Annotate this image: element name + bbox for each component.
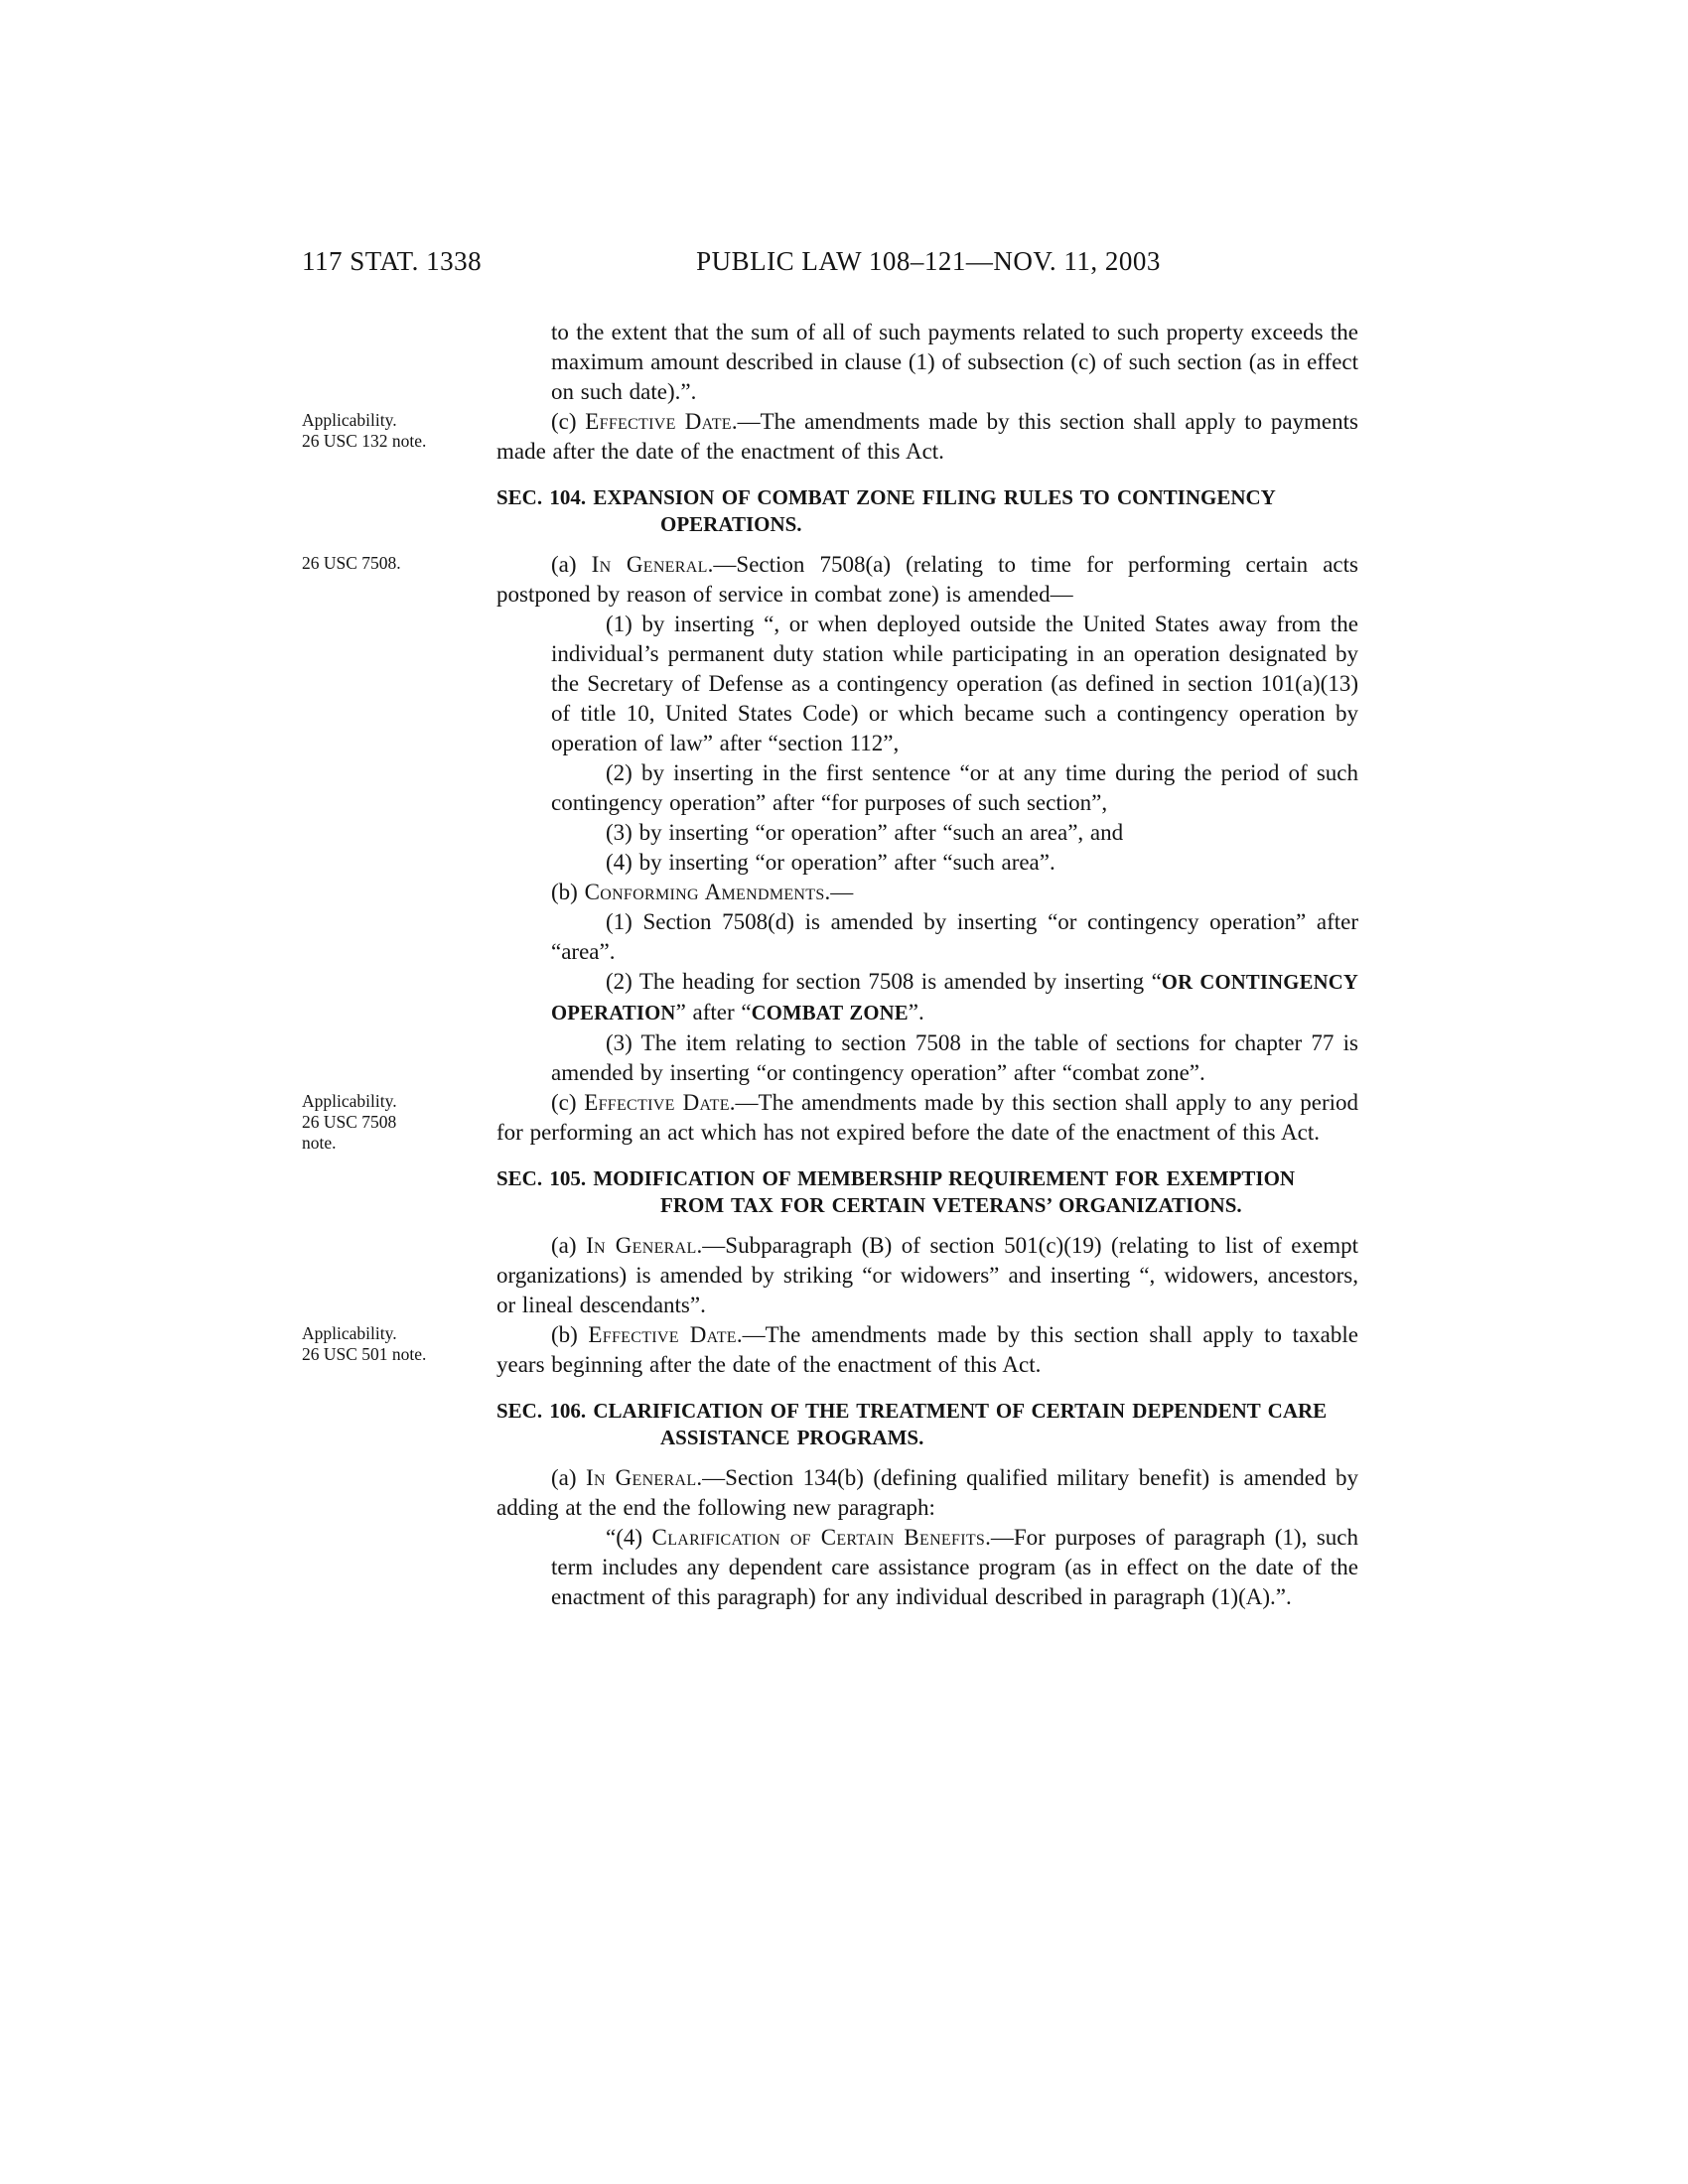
margin-note-line: 26 USC 132 note. <box>302 431 427 451</box>
text-run: .—The amendments made by this section shall apply to payments made after the date of the enactment of this Act. <box>496 409 1358 464</box>
text-run: (a) <box>551 1233 587 1258</box>
text-run: Effective Date <box>585 409 732 434</box>
paragraph <box>551 967 1358 1028</box>
text-run: to the extent that the sum of all of such payments related to such property exceeds the maximum amount described in clause (1) of subsection (c) of such section (as in effect on such date).”. <box>551 320 1358 404</box>
paragraph <box>551 1028 1358 1088</box>
stat-page-number: 117 STAT. 1338 <box>302 246 483 276</box>
text-run: (b) <box>551 1322 589 1347</box>
text-run: .—The amendments made by this section shall apply to taxable years beginning after the date of the enactment of this Act. <box>496 1322 1358 1377</box>
text-run: (1) by inserting “, or when deployed outside the United States away from the individual’s permanent duty station while participating in an operation designated by the Secretary of Defense as a contingency operation (as defined in section 101(a)(13) of title 10, United States Code) or which became such a contingency operation by operation of law” after “section 112”, <box>551 612 1358 755</box>
text-run: Clarification of Certain Benefits <box>651 1525 986 1550</box>
margin-note-line: note. <box>302 1133 337 1153</box>
paragraph <box>496 1463 1358 1523</box>
margin-note-line: Applicability. <box>302 410 397 430</box>
text-run: Effective Date <box>588 1322 737 1347</box>
paragraph <box>551 907 1358 967</box>
text-run: (c) <box>551 409 586 434</box>
margin-note-line: 26 USC 7508 <box>302 1112 397 1132</box>
margin-note-line: 26 USC 501 note. <box>302 1344 427 1364</box>
paragraph <box>302 1320 1358 1380</box>
text-run: (2) by inserting in the first sentence “or at any time during the period of such contingency operation” after “for purposes of such section”, <box>551 760 1358 815</box>
text-run: .—The amendments made by this section shall apply to any period for performing an act which has not expired before the date of the enactment of this Act. <box>496 1090 1359 1145</box>
text-run: (3) by inserting “or operation” after “such an area”, and <box>606 820 1124 845</box>
text-run: SEC. 105. MODIFICATION OF MEMBERSHIP REQUIREMENT FOR EXEMPTION FROM TAX FOR CERTAIN VETERANS’ ORGANIZATIONS. <box>496 1166 1296 1217</box>
paragraph <box>551 818 1358 848</box>
text-run: .—Section 134(b) (defining qualified military benefit) is amended by adding at the end the following new paragraph: <box>496 1465 1358 1520</box>
margin-note-line: Applicability. <box>302 1091 397 1111</box>
text-run: Conforming Amendments <box>584 880 825 904</box>
margin-note-line: 26 USC 7508. <box>302 553 401 573</box>
text-run: .—Subparagraph (B) of section 501(c)(19) (relating to list of exempt organizations) is amended by striking “or widowers” and inserting “, widowers, ancestors, or lineal descendants”. <box>496 1233 1358 1317</box>
text-run: (1) Section 7508(d) is amended by inserting “or contingency operation” after “area”. <box>551 909 1358 964</box>
paragraph <box>302 1088 1359 1153</box>
text-run: .— <box>824 880 854 904</box>
margin-note <box>302 410 466 452</box>
text-run: (b) <box>551 880 585 904</box>
paragraph <box>302 550 1358 610</box>
section-heading <box>496 1398 1358 1451</box>
body-content <box>302 318 1359 1612</box>
margin-note-line: Applicability. <box>302 1323 397 1343</box>
text-run: .—Section 7508(a) (relating to time for performing certain acts postponed by reason of service in combat zone) is amended— <box>496 552 1358 607</box>
text-run: COMBAT ZONE <box>751 1003 909 1024</box>
margin-note <box>302 1091 466 1154</box>
text-run: In General <box>591 552 708 577</box>
text-run: (c) <box>551 1090 585 1115</box>
section-heading <box>496 484 1358 538</box>
text-run: ”. <box>908 1000 924 1024</box>
paragraph <box>551 758 1358 818</box>
text-run: “(4) <box>606 1525 652 1550</box>
text-run: (2) The heading for section 7508 is amended by inserting “ <box>606 969 1162 994</box>
margin-note <box>302 553 466 574</box>
text-run: OR CONTINGENCY OPERATION <box>551 972 1358 1024</box>
text-run: (a) <box>551 1465 586 1490</box>
paragraph <box>496 878 1358 907</box>
paragraph <box>302 407 1358 467</box>
text-run: (4) by inserting “or operation” after “such area”. <box>606 850 1055 875</box>
paragraph <box>551 1523 1358 1612</box>
text-run: .—For purposes of paragraph (1), such term includes any dependent care assistance program (as in effect on the date of the enactment of this paragraph) for any individual described in paragraph (1)(A).”. <box>551 1525 1358 1609</box>
law-title: PUBLIC LAW 108–121—NOV. 11, 2003 <box>696 246 1161 276</box>
text-run: SEC. 104. EXPANSION OF COMBAT ZONE FILING RULES TO CONTINGENCY OPERATIONS. <box>496 485 1276 536</box>
section-heading <box>496 1165 1358 1219</box>
text-run: (3) The item relating to section 7508 in the table of sections for chapter 77 is amended by inserting “or contingency operation” after “combat zone”. <box>551 1030 1358 1085</box>
paragraph <box>496 1231 1358 1320</box>
text-run: ” after “ <box>675 1000 752 1024</box>
text-run: SEC. 106. CLARIFICATION OF THE TREATMENT OF CERTAIN DEPENDENT CARE ASSISTANCE PROGRAMS. <box>496 1399 1328 1449</box>
text-run: In General <box>586 1465 697 1490</box>
margin-note <box>302 1323 466 1365</box>
paragraph <box>551 848 1358 878</box>
paragraph <box>551 318 1358 407</box>
page-header <box>302 246 1360 286</box>
text-run: In General <box>586 1233 697 1258</box>
text-run: (a) <box>551 552 592 577</box>
text-run: Effective Date <box>584 1090 730 1115</box>
paragraph <box>551 610 1358 758</box>
